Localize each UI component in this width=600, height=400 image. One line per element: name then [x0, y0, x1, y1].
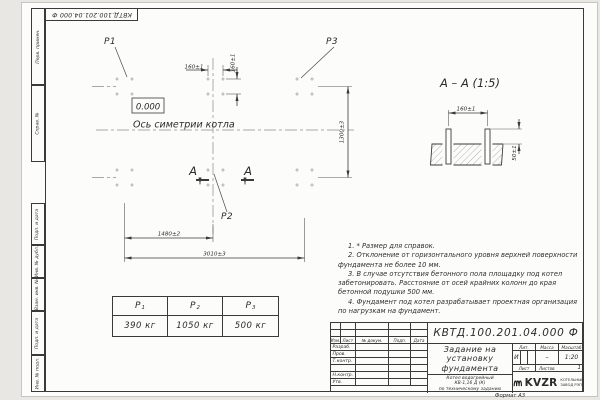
margin-box-2 [31, 85, 45, 162]
lit-value: И [513, 351, 521, 365]
top-stamp-text: КВТД.100.201.04.000 Ф [51, 11, 132, 18]
margin-box-1 [31, 8, 45, 85]
margin-label-vzam-inv: Взам. инв. № [35, 278, 41, 311]
title-line-3: фундамента [441, 363, 499, 373]
top-rotated-stamp [45, 8, 138, 21]
plan-centerlines [92, 58, 354, 234]
staff-label: Утв. [331, 379, 356, 386]
subtitle-line-3: по техническому заданию [438, 386, 502, 392]
level-mark-value: 0.000 [135, 102, 161, 113]
drawing-subtitle [428, 375, 512, 393]
mass-value: – [536, 351, 559, 365]
lit-label: Лит. [513, 344, 536, 351]
staff-row-prov [331, 351, 427, 358]
mass-label: Масса [536, 344, 559, 351]
change-row-empty-2 [331, 330, 427, 337]
title-block-change-grid [331, 323, 428, 393]
staff-label: Разраб. [331, 344, 356, 351]
coil-icon [513, 376, 523, 389]
dim-160-vertical: 160±1 [230, 53, 237, 73]
staff-label: Н.контр. [331, 372, 356, 379]
col-list: Лист [341, 337, 356, 344]
title-block [330, 322, 583, 392]
sheets-cell [536, 365, 584, 372]
foundation-plan-view [90, 28, 362, 268]
load-table [112, 296, 279, 337]
load-point-p3-label: P3 [326, 37, 338, 47]
title-line-1: Задание на [443, 344, 497, 354]
title-line-2: установку [446, 354, 494, 364]
section-dim-160: 160±1 [456, 106, 476, 113]
margin-label-inv-podl: Инв. № подл. [35, 357, 41, 390]
load-value-p1: 390 кг [113, 316, 168, 336]
load-point-p2-label: P2 [221, 212, 233, 222]
section-letter-left: А [189, 164, 197, 178]
section-a-a-view [425, 72, 575, 177]
staff-label: Пров. [331, 351, 356, 358]
change-row-empty-1 [331, 323, 427, 330]
dim-160-horizontal: 160±1 [184, 64, 204, 71]
load-table-header-p1 [113, 297, 168, 316]
staff-label: Т.контр. [331, 358, 356, 365]
scale-label: Масштаб [559, 344, 584, 351]
staff-row-razrab [331, 344, 427, 351]
note-2: 2. Отклонение от горизонтального уровня верхней поверхности фундамента не более 10 мм. [338, 251, 578, 269]
staff-row-empty [331, 365, 427, 372]
p1-subscript: 1 [141, 305, 145, 311]
dimension-lines [125, 64, 349, 258]
p3-subscript: 3 [251, 305, 256, 311]
logo-subtitle [560, 378, 584, 387]
dim-1300: 1300±3 [339, 120, 346, 144]
manufacturer-logo [513, 372, 584, 393]
subtitle-line-1: Котел водогрейный [446, 375, 494, 381]
logo-sub-line-2: ЗАВОД РЭП [560, 382, 582, 387]
sheets-label: Листов [539, 365, 555, 371]
load-value-p2: 1050 кг [168, 316, 223, 336]
margin-label-sprav-n: Справ. № [35, 112, 41, 135]
margin-box-5 [31, 278, 45, 311]
scale-value: 1:20 [559, 351, 584, 365]
margin-label-podp-data-1: Подп. и дата [35, 208, 41, 240]
sheet-label: Лист [513, 365, 536, 372]
p1-symbol: P [135, 301, 141, 311]
logo-text: KVZR [524, 376, 558, 389]
load-table-header-p3 [223, 297, 278, 316]
note-3: 3. В случае отсутствия бетонного пола площадку под котел забетонировать. Расстояние от осей крайних колонн до края бетонной подушки 500 мм. [338, 269, 563, 297]
margin-label-podp-data-2: Подп. и дата [35, 317, 41, 349]
anchor-bolt-points [115, 77, 313, 186]
margin-box-3 [31, 203, 45, 245]
col-data: Дата [411, 337, 427, 344]
section-letter-right: А [244, 164, 252, 178]
staff-row-utv [331, 379, 427, 386]
note-4: 4. Фундамент под котел разрабатывает проектная организация по нагрузкам на фундамент. [338, 297, 578, 315]
load-table-header-p2 [168, 297, 223, 316]
section-cut-marks [196, 180, 254, 185]
margin-label-perv-primen: Перв. примен. [35, 29, 41, 64]
format-label: Формат А3 [494, 392, 526, 399]
lit-cells [513, 351, 536, 365]
drawing-title [428, 344, 512, 375]
col-izm: Изм. [331, 337, 341, 343]
anchor-bolt-left [446, 129, 451, 164]
staff-row-nkontr [331, 372, 427, 379]
p2-subscript: 2 [196, 305, 200, 311]
col-docnum: № докум. [356, 337, 390, 344]
load-value-p3: 500 кг [234, 321, 267, 331]
section-view-title: А – А (1:5) [440, 76, 500, 90]
change-header-row [331, 337, 427, 344]
technical-notes [338, 242, 584, 316]
col-podp: Подп. [389, 337, 411, 344]
staff-label [331, 365, 356, 372]
dim-3010: 3010±3 [203, 251, 226, 258]
staff-row-tkontr [331, 358, 427, 365]
section-dim-50: 50±1 [512, 145, 518, 161]
margin-box-7 [31, 355, 45, 392]
margin-label-inv-dubl: Инв. № дубл. [35, 245, 41, 278]
margin-box-6 [31, 311, 45, 355]
title-block-right [513, 344, 584, 393]
logo-sub-line-1: КОТЕЛЬНЫЙ [560, 378, 584, 383]
title-block-center [428, 344, 513, 393]
margin-box-4 [31, 245, 45, 278]
boiler-axis-label: Ось симетрии котла [133, 119, 235, 131]
p2-symbol: P [190, 301, 196, 311]
sheets-value: 1 [577, 365, 581, 371]
note-1: 1. * Размер для справок. [348, 242, 435, 250]
load-point-p1-label: P1 [104, 37, 116, 47]
dim-1480: 1480±2 [157, 231, 181, 238]
subtitle-line-2: КВ-1,16 Д (К) [454, 381, 486, 387]
p3-symbol: P [245, 301, 251, 311]
doc-number: КВТД.100.201.04.000 Ф [428, 323, 584, 344]
anchor-bolt-right [485, 129, 490, 164]
